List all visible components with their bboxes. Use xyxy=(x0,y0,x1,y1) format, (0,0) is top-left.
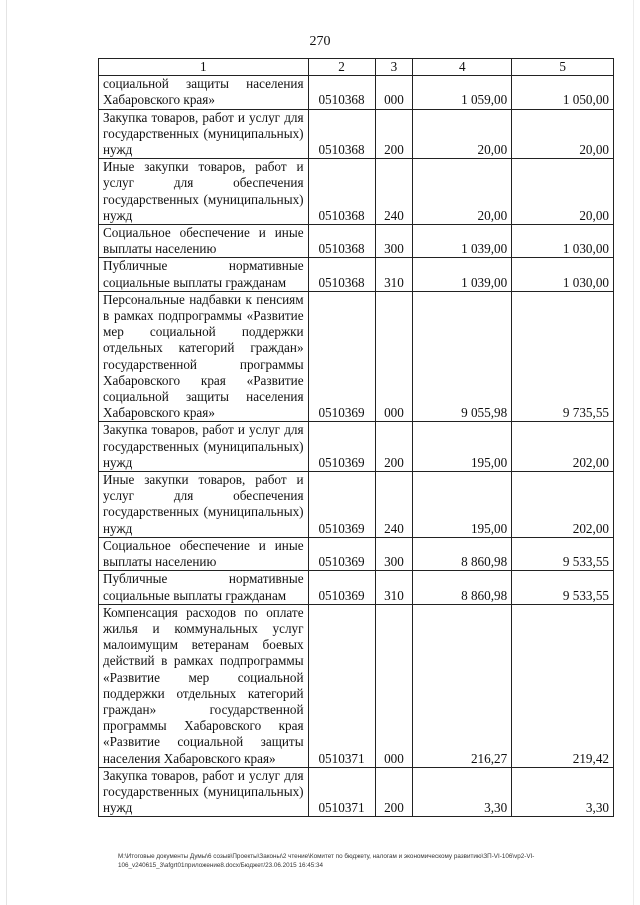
amount-col4: 8 860,98 xyxy=(413,571,512,604)
amount-col5: 1 050,00 xyxy=(512,76,614,109)
table-row xyxy=(99,537,614,570)
row-name: Закупка товаров, работ и услуг для государственных (муниципальных) нужд xyxy=(99,109,309,159)
amount-col4: 20,00 xyxy=(413,109,512,159)
amount-col4: 1 039,00 xyxy=(413,225,512,258)
row-name: Публичные нормативные социальные выплаты гражданам xyxy=(99,571,309,604)
scan-edge-right xyxy=(633,0,634,905)
scan-edge-left xyxy=(6,0,7,905)
expense-type: 310 xyxy=(375,258,413,291)
amount-col4: 1 039,00 xyxy=(413,258,512,291)
expense-type: 200 xyxy=(375,422,413,472)
page-number: 270 xyxy=(309,34,331,49)
target-code: 0510368 xyxy=(308,109,375,159)
target-code: 0510369 xyxy=(308,472,375,538)
target-code: 0510368 xyxy=(308,225,375,258)
column-header: 4 xyxy=(413,59,512,76)
row-name: Социальное обеспечение и иные выплаты населению xyxy=(99,537,309,570)
amount-col5: 9 533,55 xyxy=(512,537,614,570)
table-row xyxy=(99,258,614,291)
row-name: Закупка товаров, работ и услуг для государственных (муниципальных) нужд xyxy=(99,422,309,472)
expense-type: 310 xyxy=(375,571,413,604)
table-header-row xyxy=(99,59,614,76)
table-row xyxy=(99,472,614,538)
amount-col5: 20,00 xyxy=(512,109,614,159)
amount-col5: 202,00 xyxy=(512,472,614,538)
amount-col5: 219,42 xyxy=(512,604,614,767)
table-row xyxy=(99,291,614,422)
amount-col5: 20,00 xyxy=(512,159,614,225)
amount-col5: 1 030,00 xyxy=(512,258,614,291)
table-row xyxy=(99,604,614,767)
target-code: 0510371 xyxy=(308,604,375,767)
expense-type: 300 xyxy=(375,537,413,570)
row-name: Социальное обеспечение и иные выплаты населению xyxy=(99,225,309,258)
amount-col4: 195,00 xyxy=(413,472,512,538)
expense-type: 200 xyxy=(375,109,413,159)
row-name: Иные закупки товаров, работ и услуг для обеспечения государственных (муниципальных) нужд xyxy=(99,472,309,538)
row-name: Компенсация расходов по оплате жилья и коммунальных услуг малоимущим ветеранам боевых действий в рамках подпрограммы «Развитие мер социальной поддержки отдельных категорий граждан» государственной программы Хабаровского края «Развитие социальной защиты населения Хабаровского края» xyxy=(99,604,309,767)
expense-type: 200 xyxy=(375,767,413,817)
expense-type: 000 xyxy=(375,604,413,767)
target-code: 0510371 xyxy=(308,767,375,817)
row-name: Закупка товаров, работ и услуг для государственных (муниципальных) нужд xyxy=(99,767,309,817)
table-row xyxy=(99,159,614,225)
target-code: 0510369 xyxy=(308,422,375,472)
target-code: 0510369 xyxy=(308,571,375,604)
expense-type: 240 xyxy=(375,159,413,225)
amount-col4: 3,30 xyxy=(413,767,512,817)
target-code: 0510368 xyxy=(308,159,375,225)
table-row xyxy=(99,109,614,159)
table-row xyxy=(99,767,614,817)
column-header: 3 xyxy=(375,59,413,76)
column-header: 2 xyxy=(308,59,375,76)
column-header: 1 xyxy=(99,59,309,76)
row-name: Персональные надбавки к пенсиям в рамках подпрограммы «Развитие мер социальной поддержки отдельных категорий граждан» государственной программы Хабаровского края «Развитие социальной защиты населения Хабаровского края» xyxy=(99,291,309,422)
amount-col4: 216,27 xyxy=(413,604,512,767)
row-name: Иные закупки товаров, работ и услуг для обеспечения государственных (муниципальных) нужд xyxy=(99,159,309,225)
expense-type: 000 xyxy=(375,291,413,422)
amount-col4: 8 860,98 xyxy=(413,537,512,570)
amount-col5: 202,00 xyxy=(512,422,614,472)
table-row xyxy=(99,422,614,472)
document-path-footer xyxy=(118,852,618,870)
target-code: 0510368 xyxy=(308,76,375,109)
row-name: Публичные нормативные социальные выплаты гражданам xyxy=(99,258,309,291)
footer-line: M:\Итоговые документы Думы\6 созыв\Проекты\Законы\2 чтение\Комитет по бюджету, налогам и экономическому развитию\ЗП-VI-106\vp2-VI- xyxy=(118,853,535,860)
amount-col4: 20,00 xyxy=(413,159,512,225)
amount-col4: 9 055,98 xyxy=(413,291,512,422)
table-row xyxy=(99,571,614,604)
budget-table xyxy=(98,58,614,817)
target-code: 0510368 xyxy=(308,258,375,291)
target-code: 0510369 xyxy=(308,291,375,422)
expense-type: 300 xyxy=(375,225,413,258)
target-code: 0510369 xyxy=(308,537,375,570)
row-name: социальной защиты населения Хабаровского края» xyxy=(99,76,309,109)
table-row xyxy=(99,225,614,258)
column-header: 5 xyxy=(512,59,614,76)
expense-type: 000 xyxy=(375,76,413,109)
amount-col4: 195,00 xyxy=(413,422,512,472)
amount-col5: 9 735,55 xyxy=(512,291,614,422)
expense-type: 240 xyxy=(375,472,413,538)
table-row xyxy=(99,76,614,109)
amount-col5: 3,30 xyxy=(512,767,614,817)
footer-line: 106_v240615_3\afgrt01приложение8.docx/Бюджет/23.06.2015 16:45:34 xyxy=(118,862,323,869)
amount-col5: 1 030,00 xyxy=(512,225,614,258)
amount-col4: 1 059,00 xyxy=(413,76,512,109)
amount-col5: 9 533,55 xyxy=(512,571,614,604)
